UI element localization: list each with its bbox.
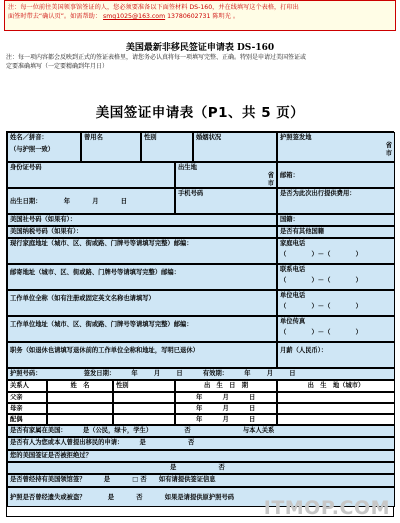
expire-day: 日: [289, 370, 296, 377]
spouse-year: 年: [196, 416, 203, 423]
email-field[interactable]: [277, 162, 395, 188]
passport-year: 年: [131, 370, 138, 377]
dob-label: 出生日期：: [10, 198, 42, 205]
passport-day: 日: [176, 370, 183, 377]
spouse-month: 月: [222, 416, 229, 423]
us-tax-label: 美国纳税号码（如果有）：: [10, 228, 83, 235]
city-2: 市: [267, 180, 274, 187]
province-1: 省: [385, 142, 392, 149]
mother-gender-input[interactable]: [113, 403, 175, 414]
expire-label: 有效期：: [202, 370, 229, 377]
contact-phone-format: （ ）－（ ）: [280, 277, 362, 284]
father-year: 年: [196, 394, 203, 401]
job-title-label: 职务（如退休也请填写退休前的工作单位全称和地址，写明已退休）: [10, 347, 199, 354]
renewed-label: 是否曾经持有美国领馆签？: [10, 476, 86, 483]
job-title-field[interactable]: [7, 342, 277, 368]
visa-form-page: [4, 0, 396, 523]
dob-field[interactable]: [7, 188, 175, 214]
father-dob-input[interactable]: [175, 392, 277, 403]
passport-issue-label: 护照签发地: [280, 134, 312, 141]
refused-answer-row[interactable]: [7, 462, 395, 474]
relation-to-label: 与本人关系: [242, 427, 275, 434]
renewed-yes: 是: [103, 476, 111, 483]
father-label: 父亲: [7, 392, 47, 403]
former-name-field[interactable]: [81, 132, 141, 162]
mobile-label: 手机号码: [178, 190, 204, 197]
employer-field[interactable]: [7, 290, 277, 316]
renewed-no: □ 否: [132, 476, 147, 483]
contact-email-link[interactable]: smg1025@163.com: [103, 13, 166, 20]
lost-note: 如果是请提供原护照号码: [164, 494, 235, 501]
fax-format: （ ）－（ ）: [280, 329, 362, 336]
father-name-input[interactable]: [47, 392, 113, 403]
us-relative-question[interactable]: [7, 425, 395, 437]
lost-no: 否: [136, 494, 143, 501]
birthplace-field[interactable]: [175, 162, 277, 188]
mother-birthplace-input[interactable]: [277, 403, 395, 414]
contact-phone: 13780602731: [167, 13, 211, 20]
spouse-name-input[interactable]: [47, 414, 113, 425]
father-month: 月: [222, 394, 229, 401]
funding-label: 是否为此次出行提供费用：: [280, 190, 356, 197]
dob-month: 月: [92, 198, 99, 205]
other-nationality-field[interactable]: [277, 226, 395, 238]
passport-row[interactable]: [7, 368, 395, 380]
birthplace-header: 出 生 地（城市）: [277, 380, 395, 392]
home-address-field[interactable]: [7, 238, 277, 264]
mother-day: 日: [249, 405, 256, 412]
mother-dob-input[interactable]: [175, 403, 277, 414]
application-form: [6, 131, 394, 517]
work-phone-label: 单位电话: [280, 292, 306, 299]
work-phone-format: （ ）－（ ）: [280, 303, 362, 310]
work-phone-field[interactable]: [277, 290, 395, 316]
immigrant-yes: 是: [139, 439, 146, 446]
instruction-line-1: 注：每一项内容都会反映到正式的签证表格里，请您务必认真将每一项填写完整、正确。特别是申请过美国签证或: [6, 54, 307, 61]
lost-label: 护照是否曾经遗失或被盗？: [10, 494, 86, 501]
name-header: 姓 名: [47, 380, 113, 392]
home-phone-format: （ ）－（ ）: [280, 251, 362, 258]
immigrant-no: 否: [188, 439, 195, 446]
work-address-field[interactable]: [7, 316, 277, 342]
mailing-address-field[interactable]: [7, 264, 277, 290]
dob-day: 日: [120, 198, 127, 205]
us-relative-no: 否: [184, 427, 191, 434]
fax-label: 单位传真: [280, 318, 306, 325]
contact-person: 陈明光 。: [212, 13, 240, 20]
passport-date-label: 签发日期：: [83, 370, 116, 377]
funding-field[interactable]: [277, 188, 395, 214]
expire-year: 年: [244, 370, 251, 377]
surname-sub: （与护照一致）: [10, 146, 55, 153]
gender-header: 性别: [113, 380, 175, 392]
fill-instruction: [6, 53, 394, 71]
birthplace-label: 出生地: [178, 164, 197, 171]
refused-label: 您的美国签证是否被拒绝过？: [10, 452, 92, 459]
spouse-label: 配偶: [7, 414, 47, 425]
spouse-birthplace-input[interactable]: [277, 414, 395, 425]
spouse-dob-input[interactable]: [175, 414, 277, 425]
passport-issue-field[interactable]: [277, 132, 395, 162]
home-phone-label: 家庭电话: [280, 240, 306, 247]
employer-label: 工作单位全称（如有注册或固定英文名称也请填写）: [10, 295, 155, 302]
email-label: 邮箱：: [280, 172, 299, 179]
mother-month: 月: [222, 405, 229, 412]
father-gender-input[interactable]: [113, 392, 175, 403]
form-title-en: 美国最新非移民签证申请表 DS-160: [125, 43, 275, 53]
relation-header: 关系人: [7, 380, 47, 392]
id-number-field[interactable]: [7, 162, 175, 188]
mailing-address-label: 邮寄地址（城市、区、街或路、门牌号等请填写完整）邮编：: [10, 269, 181, 276]
mobile-field[interactable]: [175, 188, 277, 214]
nationality-label: 国籍：: [280, 216, 299, 223]
immigrant-label: 是否有人为您或本人曾提出移民的申请：: [10, 439, 124, 446]
us-tax-field[interactable]: [7, 226, 277, 238]
marital-label: 婚姻状况: [196, 134, 222, 141]
spouse-day: 日: [249, 416, 256, 423]
spouse-gender-input[interactable]: [113, 414, 175, 425]
refused-no: 否: [218, 464, 225, 471]
us-relative-label: 是否有家属在美国：: [10, 427, 67, 434]
former-name-label: 曾用名: [84, 134, 103, 141]
refused-yes: 是: [170, 464, 177, 471]
contact-phone-label: 联系电话: [280, 266, 306, 273]
refused-question[interactable]: [7, 450, 395, 462]
dob-header: 出 生 日 期: [175, 380, 277, 392]
us-ssn-field[interactable]: [7, 214, 277, 226]
other-nationality-label: 是否有其他国籍: [280, 228, 325, 235]
marital-field[interactable]: [193, 132, 277, 162]
renewed-note: 如有请提供签证信息: [158, 476, 216, 483]
notice-line-1: 注：每一位前往美国领事馆签证的人，您必须要准备以下面签材料 DS-160，并在线填写这个表格，打印出: [8, 4, 299, 11]
contact-phone-field[interactable]: [277, 264, 395, 290]
work-address-label: 工作单位地址（城市、区、街或路、门牌号等请填写完整）邮编：: [10, 321, 193, 328]
surname-label: 姓名／拼音：: [10, 134, 48, 141]
notice-help: 面签时带去“确认页”。如需帮助：: [8, 13, 102, 20]
salary-field[interactable]: [277, 342, 395, 368]
instruction-line-2: 定要准确填写（一定要精确到年月日）: [6, 63, 109, 70]
city-1: 市: [385, 150, 392, 157]
dob-year: 年: [63, 198, 70, 205]
father-day: 日: [249, 394, 256, 401]
fax-field[interactable]: [277, 316, 395, 342]
salary-label: 月薪（人民币）：: [280, 347, 328, 354]
immigrant-question[interactable]: [7, 437, 395, 450]
home-phone-field[interactable]: [277, 238, 395, 264]
gender-field[interactable]: [141, 132, 193, 162]
top-notice: [4, 0, 396, 31]
form-title-cn: 美国签证申请表（P1、共 5 页）: [95, 105, 305, 121]
mother-label: 母亲: [7, 403, 47, 414]
renewed-question[interactable]: [7, 474, 395, 487]
home-address-label: 现行家庭地址（城市、区、街或路、门牌号等请填写完整）邮编：: [10, 240, 193, 247]
us-relative-options: 是（公民，绿卡，学生）: [82, 427, 153, 434]
province-2: 省: [267, 172, 274, 179]
nationality-field[interactable]: [277, 214, 395, 226]
id-label: 身份证号码: [10, 164, 42, 171]
father-birthplace-input[interactable]: [277, 392, 395, 403]
mother-year: 年: [196, 405, 203, 412]
surname-field[interactable]: [7, 132, 81, 162]
notice-line-2: [8, 12, 392, 21]
passport-month: 月: [153, 370, 161, 377]
expire-month: 月: [266, 370, 274, 377]
passport-number-label: 护照号码：: [10, 370, 42, 377]
mother-name-input[interactable]: [47, 403, 113, 414]
gender-label: 性别: [144, 134, 157, 141]
us-ssn-label: 美国社号码（如果有）：: [10, 216, 77, 223]
site-watermark: ITMOP.COM: [263, 497, 390, 519]
lost-yes: 是: [107, 494, 115, 501]
